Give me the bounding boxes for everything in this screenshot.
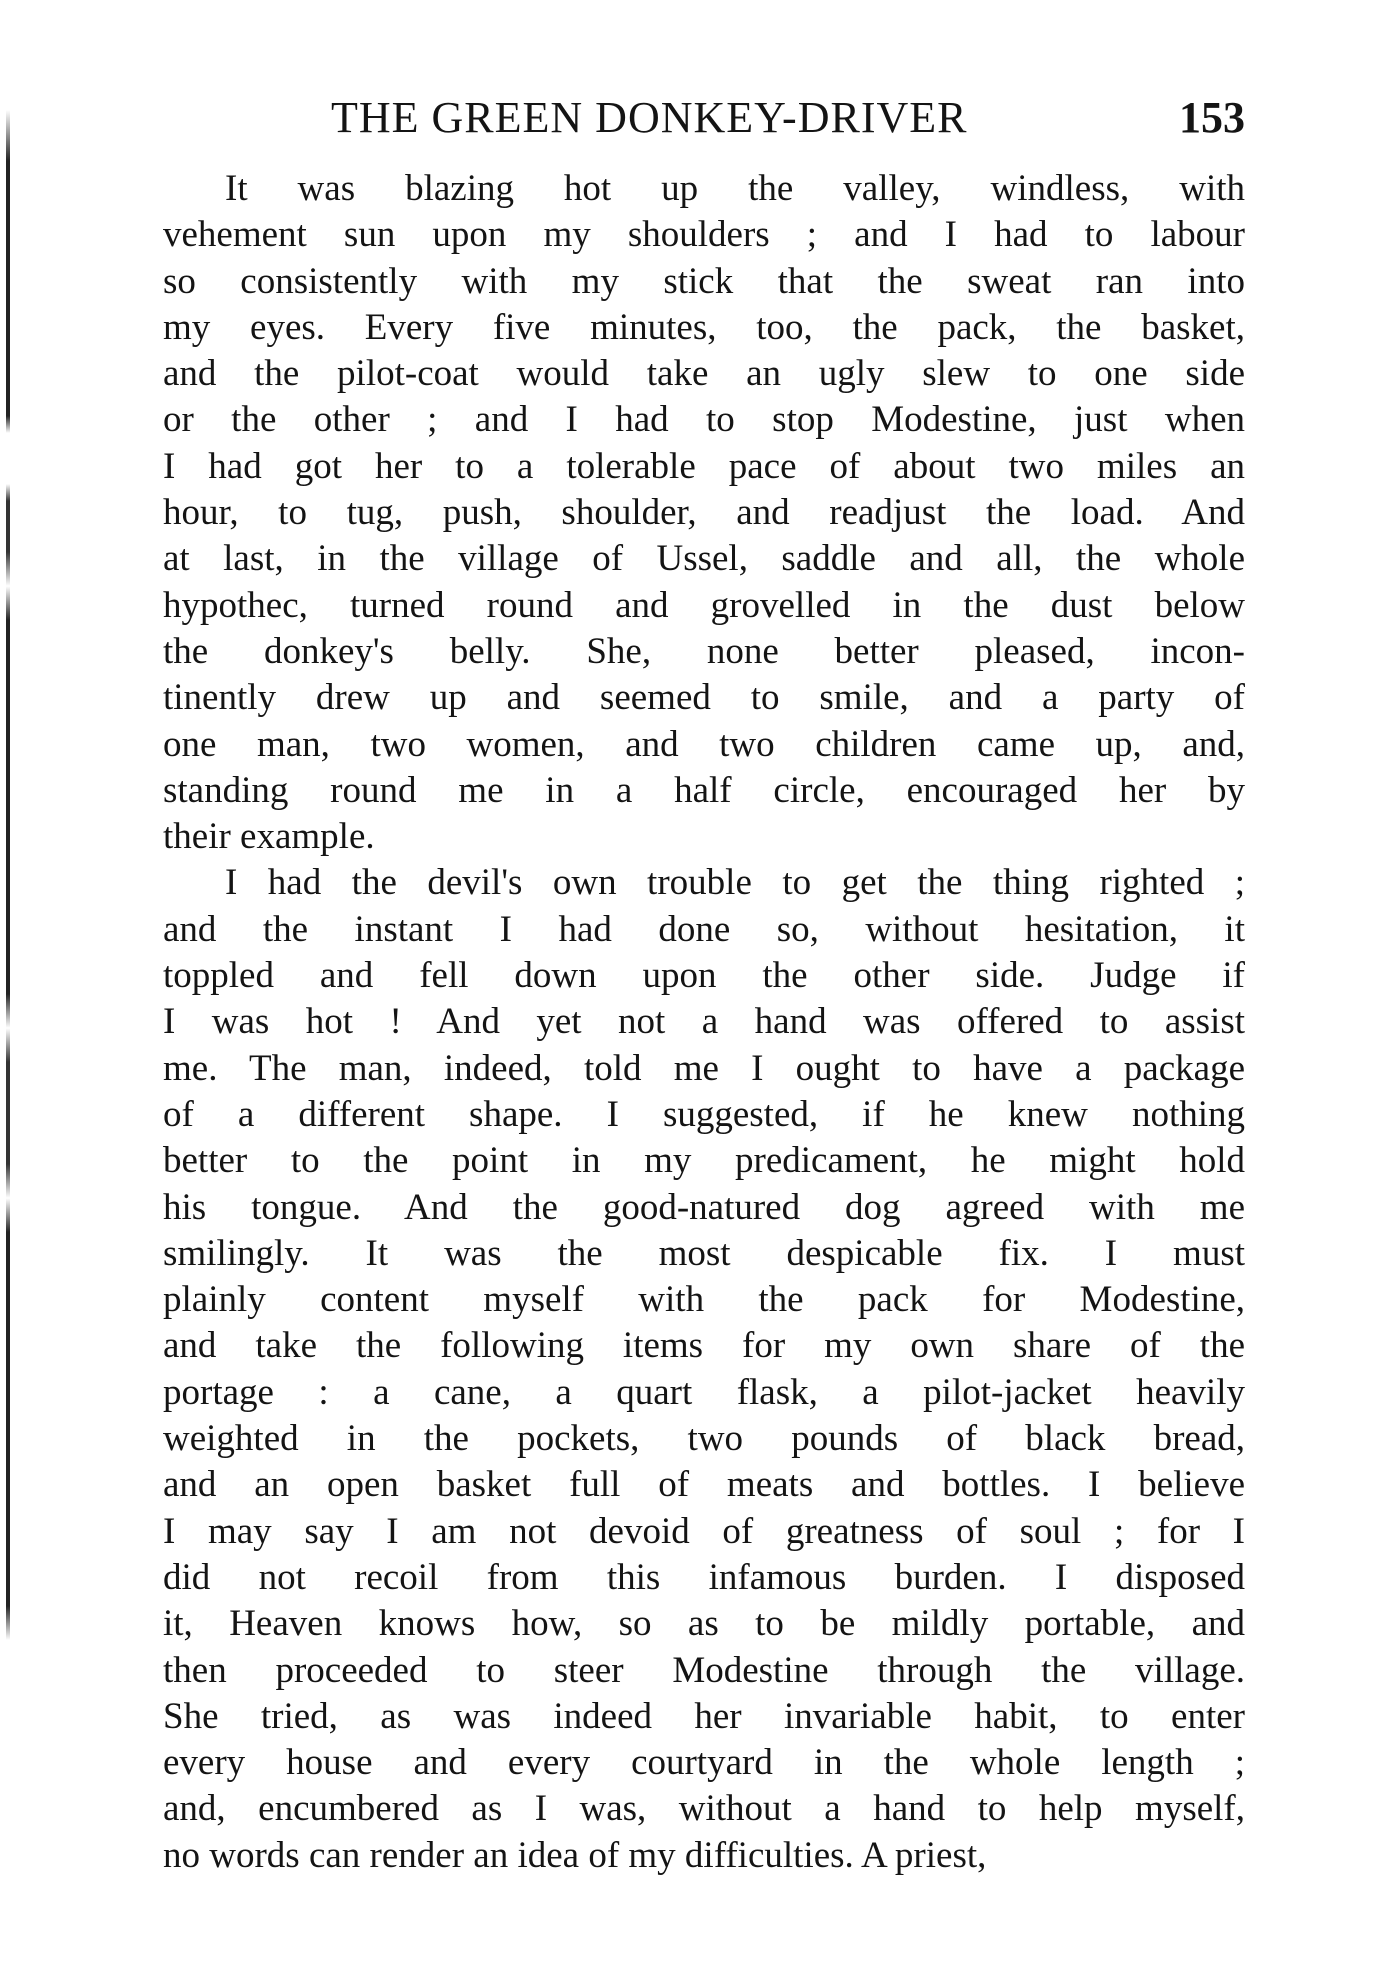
text-line: hypothec, turned round and grovelled in the dust below <box>163 584 1245 626</box>
text-line: I had the devil's own trouble to get the thing righted ; <box>225 862 1245 904</box>
text-line: one man, two women, and two children came up, and, <box>163 723 1245 765</box>
text-line: his tongue. And the good-natured dog agreed with me <box>163 1186 1245 1228</box>
page-number: 153 <box>1179 93 1245 142</box>
text-line: me. The man, indeed, told me I ought to have a package <box>163 1047 1245 1089</box>
text-line: or the other ; and I had to stop Modestine, just when <box>163 399 1245 441</box>
text-line: portage : a cane, a quart flask, a pilot-jacket heavily <box>163 1371 1245 1413</box>
page-header <box>163 92 1245 148</box>
text-line: did not recoil from this infamous burden. I disposed <box>163 1556 1245 1598</box>
text-line: of a different shape. I suggested, if he knew nothing <box>163 1093 1245 1135</box>
text-line: She tried, as was indeed her invariable habit, to enter <box>163 1695 1245 1737</box>
running-title: THE GREEN DONKEY-DRIVER <box>331 93 968 142</box>
text-line: vehement sun upon my shoulders ; and I had to labour <box>163 214 1245 256</box>
text-line: then proceeded to steer Modestine through the village. <box>163 1649 1245 1691</box>
text-line: and the pilot-coat would take an ugly slew to one side <box>163 353 1245 395</box>
text-line: no words can render an idea of my difficulties. A priest, <box>163 1834 987 1876</box>
text-line: and take the following items for my own share of the <box>163 1325 1245 1367</box>
text-line: smilingly. It was the most despicable fix. I must <box>163 1232 1245 1274</box>
text-line: better to the point in my predicament, he might hold <box>163 1140 1245 1182</box>
text-line: weighted in the pockets, two pounds of black bread, <box>163 1418 1245 1460</box>
text-line: it, Heaven knows how, so as to be mildly portable, and <box>163 1603 1245 1645</box>
text-line: so consistently with my stick that the sweat ran into <box>163 260 1245 302</box>
text-line: their example. <box>163 816 375 858</box>
text-line: I had got her to a tolerable pace of about two miles an <box>163 445 1245 487</box>
paragraph <box>163 166 1245 860</box>
paragraph <box>163 860 1245 1879</box>
text-line: at last, in the village of Ussel, saddle and all, the whole <box>163 538 1245 580</box>
text-line: plainly content myself with the pack for Modestine, <box>163 1279 1245 1321</box>
text-line: and, encumbered as I was, without a hand to help myself, <box>163 1788 1245 1830</box>
text-line: and an open basket full of meats and bottles. I believe <box>163 1464 1245 1506</box>
page-binding-edge <box>6 110 10 1810</box>
text-line: hour, to tug, push, shoulder, and readjust the load. And <box>163 492 1245 534</box>
text-line: my eyes. Every five minutes, too, the pack, the basket, <box>163 306 1245 348</box>
text-line: I may say I am not devoid of greatness of soul ; for I <box>163 1510 1245 1552</box>
text-line: I was hot ! And yet not a hand was offered to assist <box>163 1001 1245 1043</box>
text-line: It was blazing hot up the valley, windless, with <box>225 168 1245 209</box>
text-line: the donkey's belly. She, none better pleased, incon- <box>163 630 1245 672</box>
body-text <box>163 166 1245 1879</box>
text-line: standing round me in a half circle, encouraged her by <box>163 769 1245 811</box>
text-line: and the instant I had done so, without hesitation, it <box>163 908 1245 950</box>
text-line: every house and every courtyard in the whole length ; <box>163 1742 1245 1784</box>
text-line: tinently drew up and seemed to smile, and a party of <box>163 677 1245 719</box>
text-line: toppled and fell down upon the other side. Judge if <box>163 955 1245 997</box>
